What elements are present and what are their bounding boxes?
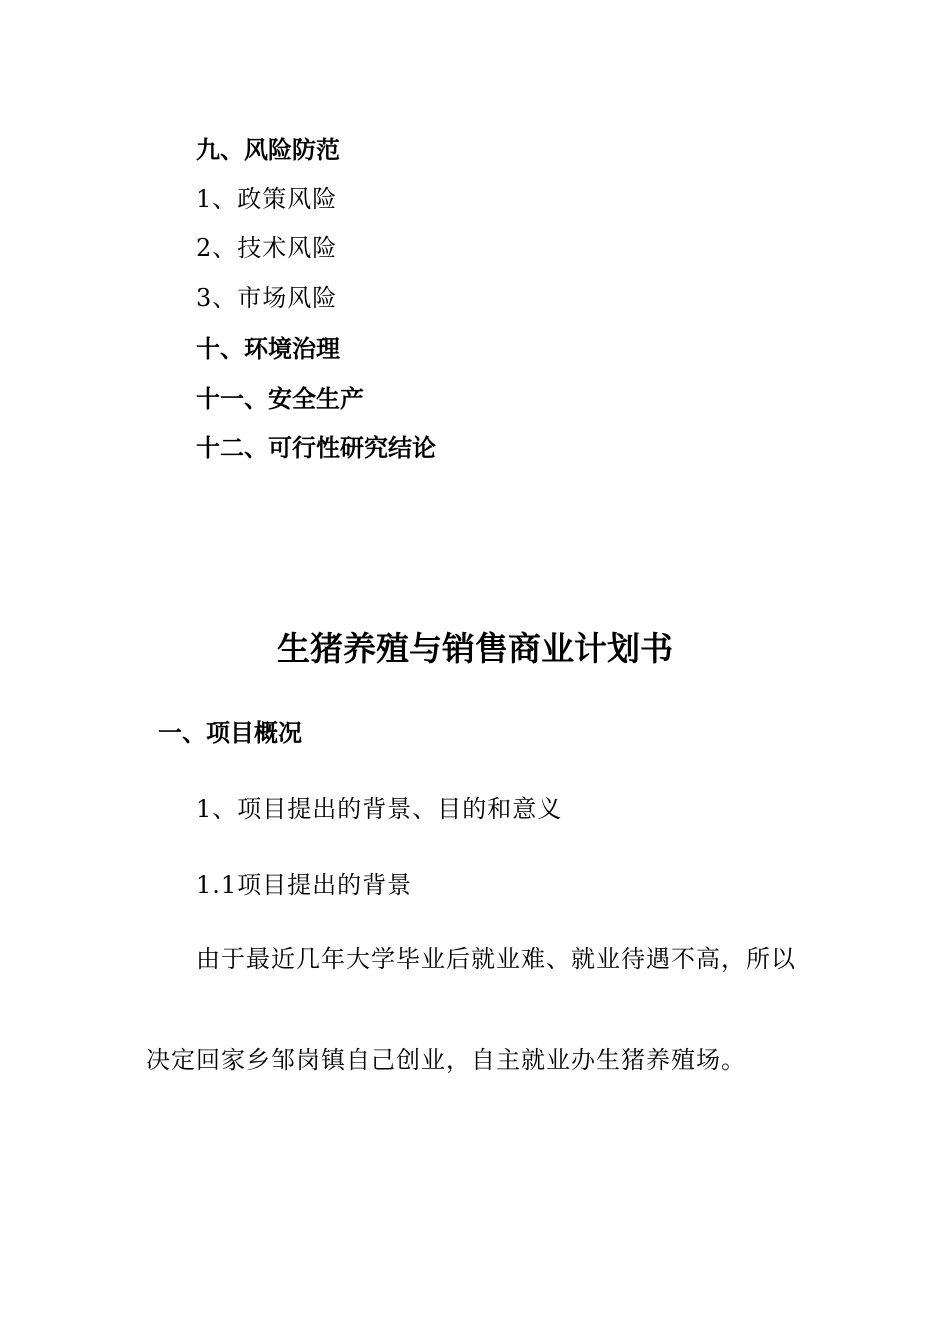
toc-item-technical-risk: 2、技术风险 [196, 234, 338, 262]
section-heading-overview: 一、项目概况 [158, 719, 302, 747]
paragraph-line-1: 由于最近几年大学毕业后就业难、就业待遇不高，所以 [196, 945, 796, 973]
paragraph-line-2: 决定回家乡邹岗镇自己创业，自主就业办生猪养殖场。 [146, 1046, 746, 1074]
document-title: 生猪养殖与销售商业计划书 [277, 629, 673, 668]
subheading-background-purpose: 1、项目提出的背景、目的和意义 [196, 795, 563, 823]
toc-item-policy-risk: 1、政策风险 [196, 185, 338, 213]
toc-section-11: 十一、安全生产 [196, 385, 364, 413]
subheading-background: 1.1项目提出的背景 [196, 871, 413, 899]
toc-item-market-risk: 3、市场风险 [196, 284, 338, 312]
toc-section-10: 十、环境治理 [196, 335, 340, 363]
toc-section-12: 十二、可行性研究结论 [196, 434, 436, 462]
toc-section-9: 九、风险防范 [196, 136, 340, 164]
